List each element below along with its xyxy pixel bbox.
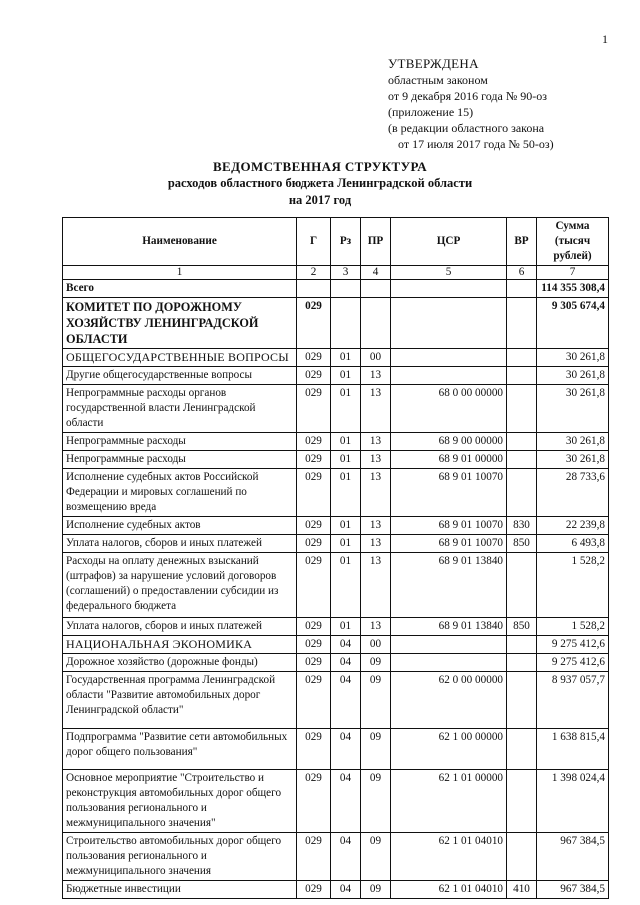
row-g: 029 <box>297 618 331 636</box>
row-sum: 8 937 057,7 <box>537 672 609 729</box>
document-title-subtitle: расходов областного бюджета Ленинградской области <box>167 176 473 190</box>
row-g: 029 <box>297 881 331 899</box>
row-g: 029 <box>297 729 331 770</box>
row-pr <box>361 298 391 349</box>
row-sum: 28 733,6 <box>537 469 609 517</box>
column-number-row <box>63 266 609 280</box>
row-name: Другие общегосударственные вопросы <box>63 367 297 385</box>
row-rz: 01 <box>331 553 361 618</box>
row-sum: 1 528,2 <box>537 618 609 636</box>
row-rz: 04 <box>331 729 361 770</box>
row-name: Непрограммные расходы <box>63 451 297 469</box>
header-vr: ВР <box>507 218 537 266</box>
table-row-ministry <box>63 298 609 349</box>
column-number: 1 <box>63 266 297 280</box>
row-vr <box>507 349 537 367</box>
row-g: 029 <box>297 654 331 672</box>
row-vr <box>507 433 537 451</box>
header-pr: ПР <box>361 218 391 266</box>
row-csr: 68 9 01 10070 <box>391 517 507 535</box>
row-sum: 22 239,8 <box>537 517 609 535</box>
row-vr <box>507 367 537 385</box>
table-row <box>63 535 609 553</box>
header-sum-unit: (тысяч рублей) <box>553 235 592 262</box>
table-row <box>63 553 609 618</box>
row-rz: 01 <box>331 451 361 469</box>
row-vr <box>507 770 537 833</box>
row-sum: 6 493,8 <box>537 535 609 553</box>
page-number: 1 <box>602 32 608 46</box>
approval-line: областным законом <box>388 73 488 87</box>
column-number: 6 <box>507 266 537 280</box>
row-sum: 30 261,8 <box>537 385 609 433</box>
row-sum: 967 384,5 <box>537 833 609 881</box>
row-g: 029 <box>297 469 331 517</box>
row-vr <box>507 729 537 770</box>
row-vr <box>507 654 537 672</box>
budget-table <box>62 217 609 899</box>
row-sum: 114 355 308,4 <box>537 280 609 298</box>
row-pr: 09 <box>361 833 391 881</box>
row-rz: 01 <box>331 517 361 535</box>
column-number: 4 <box>361 266 391 280</box>
row-name: Непрограммные расходы органов государственной власти Ленинградской области <box>63 385 297 433</box>
table-header-row <box>63 218 609 266</box>
document-title-year: на 2017 год <box>288 193 352 207</box>
row-pr: 13 <box>361 433 391 451</box>
row-csr: 62 1 01 04010 <box>391 881 507 899</box>
row-g: 029 <box>297 672 331 729</box>
approval-line: (приложение 15) <box>388 105 474 119</box>
row-sum: 30 261,8 <box>537 433 609 451</box>
table-row <box>63 618 609 636</box>
table-row <box>63 881 609 899</box>
row-name: Расходы на оплату денежных взысканий (штрафов) за нарушение условий договоров (соглашений) о предоставлении субсидии из федерального бюджета <box>63 553 297 618</box>
row-g: 029 <box>297 367 331 385</box>
row-g: 029 <box>297 349 331 367</box>
approval-line: от 9 декабря 2016 года № 90-оз <box>388 89 548 103</box>
row-pr <box>361 280 391 298</box>
row-name: Дорожное хозяйство (дорожные фонды) <box>63 654 297 672</box>
row-pr: 13 <box>361 451 391 469</box>
row-sum: 30 261,8 <box>537 349 609 367</box>
row-vr: 830 <box>507 517 537 535</box>
row-rz: 04 <box>331 672 361 729</box>
table-row <box>63 349 609 367</box>
row-vr <box>507 469 537 517</box>
table-row <box>63 367 609 385</box>
header-g: Г <box>297 218 331 266</box>
table-row <box>63 517 609 535</box>
row-vr <box>507 280 537 298</box>
row-g: 029 <box>297 451 331 469</box>
row-name: Строительство автомобильных дорог общего пользования регионального и межмуниципального значения <box>63 833 297 881</box>
row-name: Бюджетные инвестиции <box>63 881 297 899</box>
row-sum: 1 528,2 <box>537 553 609 618</box>
row-rz: 04 <box>331 770 361 833</box>
row-rz: 04 <box>331 636 361 654</box>
row-vr: 850 <box>507 618 537 636</box>
document-title <box>0 158 640 209</box>
row-vr <box>507 385 537 433</box>
row-rz <box>331 298 361 349</box>
row-rz: 01 <box>331 367 361 385</box>
row-name: Уплата налогов, сборов и иных платежей <box>63 535 297 553</box>
table-row <box>63 770 609 833</box>
row-rz: 01 <box>331 469 361 517</box>
row-pr: 09 <box>361 770 391 833</box>
row-pr: 00 <box>361 349 391 367</box>
header-rz: Рз <box>331 218 361 266</box>
column-number: 5 <box>391 266 507 280</box>
row-vr <box>507 636 537 654</box>
table-row <box>63 451 609 469</box>
row-rz: 04 <box>331 654 361 672</box>
row-csr: 68 9 01 10070 <box>391 469 507 517</box>
row-g: 029 <box>297 535 331 553</box>
row-sum: 30 261,8 <box>537 451 609 469</box>
row-vr <box>507 298 537 349</box>
row-name: КОМИТЕТ ПО ДОРОЖНОМУ ХОЗЯЙСТВУ ЛЕНИНГРАДСКОЙ ОБЛАСТИ <box>63 298 297 349</box>
row-pr: 00 <box>361 636 391 654</box>
row-csr <box>391 298 507 349</box>
table-row <box>63 469 609 517</box>
approval-line: (в редакции областного закона <box>388 121 545 135</box>
row-rz: 01 <box>331 385 361 433</box>
row-csr: 62 1 00 00000 <box>391 729 507 770</box>
row-name: НАЦИОНАЛЬНАЯ ЭКОНОМИКА <box>63 636 297 654</box>
row-g: 029 <box>297 636 331 654</box>
row-g: 029 <box>297 298 331 349</box>
column-number: 3 <box>331 266 361 280</box>
row-sum: 9 275 412,6 <box>537 636 609 654</box>
row-name: Исполнение судебных актов Российской Федерации и мировых соглашений по возмещению вреда <box>63 469 297 517</box>
document-title-main: ВЕДОМСТВЕННАЯ СТРУКТУРА <box>212 159 428 174</box>
approval-stamp <box>388 56 554 152</box>
row-vr: 850 <box>507 535 537 553</box>
row-g: 029 <box>297 433 331 451</box>
row-csr: 68 9 01 10070 <box>391 535 507 553</box>
row-sum: 9 275 412,6 <box>537 654 609 672</box>
row-sum: 30 261,8 <box>537 367 609 385</box>
row-csr: 62 1 01 00000 <box>391 770 507 833</box>
row-csr <box>391 636 507 654</box>
row-g: 029 <box>297 517 331 535</box>
row-pr: 09 <box>361 672 391 729</box>
table-row <box>63 385 609 433</box>
row-name: Подпрограмма "Развитие сети автомобильных дорог общего пользования" <box>63 729 297 770</box>
table-row <box>63 654 609 672</box>
table-row-total <box>63 280 609 298</box>
approval-line: от 17 июля 2017 года № 50-оз) <box>398 137 554 151</box>
table-row <box>63 672 609 729</box>
column-number: 7 <box>537 266 609 280</box>
row-pr: 13 <box>361 535 391 553</box>
header-sum <box>537 218 609 266</box>
row-vr <box>507 553 537 618</box>
approval-title: УТВЕРЖДЕНА <box>388 56 479 71</box>
row-pr: 13 <box>361 618 391 636</box>
row-g: 029 <box>297 770 331 833</box>
row-name: Исполнение судебных актов <box>63 517 297 535</box>
header-sum-label: Сумма <box>555 220 590 232</box>
row-vr <box>507 672 537 729</box>
table-row <box>63 833 609 881</box>
row-csr: 68 9 00 00000 <box>391 433 507 451</box>
row-csr: 68 0 00 00000 <box>391 385 507 433</box>
header-csr: ЦСР <box>391 218 507 266</box>
row-g: 029 <box>297 385 331 433</box>
row-pr: 13 <box>361 367 391 385</box>
row-pr: 09 <box>361 729 391 770</box>
row-pr: 09 <box>361 654 391 672</box>
row-pr: 13 <box>361 385 391 433</box>
row-pr: 13 <box>361 553 391 618</box>
row-vr: 410 <box>507 881 537 899</box>
column-number: 2 <box>297 266 331 280</box>
row-pr: 13 <box>361 517 391 535</box>
row-csr <box>391 349 507 367</box>
row-rz: 01 <box>331 349 361 367</box>
row-csr <box>391 654 507 672</box>
row-rz: 04 <box>331 881 361 899</box>
row-name: Всего <box>63 280 297 298</box>
row-sum: 9 305 674,4 <box>537 298 609 349</box>
row-vr <box>507 833 537 881</box>
header-name: Наименование <box>63 218 297 266</box>
row-name: Основное мероприятие "Строительство и реконструкция автомобильных дорог общего пользования регионального и межмуниципального значения" <box>63 770 297 833</box>
row-rz <box>331 280 361 298</box>
row-name: ОБЩЕГОСУДАРСТВЕННЫЕ ВОПРОСЫ <box>63 349 297 367</box>
row-pr: 13 <box>361 469 391 517</box>
table-row <box>63 433 609 451</box>
row-csr <box>391 367 507 385</box>
row-name: Государственная программа Ленинградской области "Развитие автомобильных дорог Ленинградской области" <box>63 672 297 729</box>
row-rz: 01 <box>331 618 361 636</box>
row-csr: 68 9 01 00000 <box>391 451 507 469</box>
row-vr <box>507 451 537 469</box>
row-g <box>297 280 331 298</box>
table-row <box>63 636 609 654</box>
row-sum: 1 398 024,4 <box>537 770 609 833</box>
row-name: Непрограммные расходы <box>63 433 297 451</box>
row-sum: 967 384,5 <box>537 881 609 899</box>
row-name: Уплата налогов, сборов и иных платежей <box>63 618 297 636</box>
row-csr: 62 1 01 04010 <box>391 833 507 881</box>
row-g: 029 <box>297 553 331 618</box>
row-csr: 62 0 00 00000 <box>391 672 507 729</box>
row-rz: 04 <box>331 833 361 881</box>
row-rz: 01 <box>331 433 361 451</box>
row-csr: 68 9 01 13840 <box>391 618 507 636</box>
row-sum: 1 638 815,4 <box>537 729 609 770</box>
row-rz: 01 <box>331 535 361 553</box>
row-csr: 68 9 01 13840 <box>391 553 507 618</box>
row-pr: 09 <box>361 881 391 899</box>
table-row <box>63 729 609 770</box>
row-csr <box>391 280 507 298</box>
row-g: 029 <box>297 833 331 881</box>
